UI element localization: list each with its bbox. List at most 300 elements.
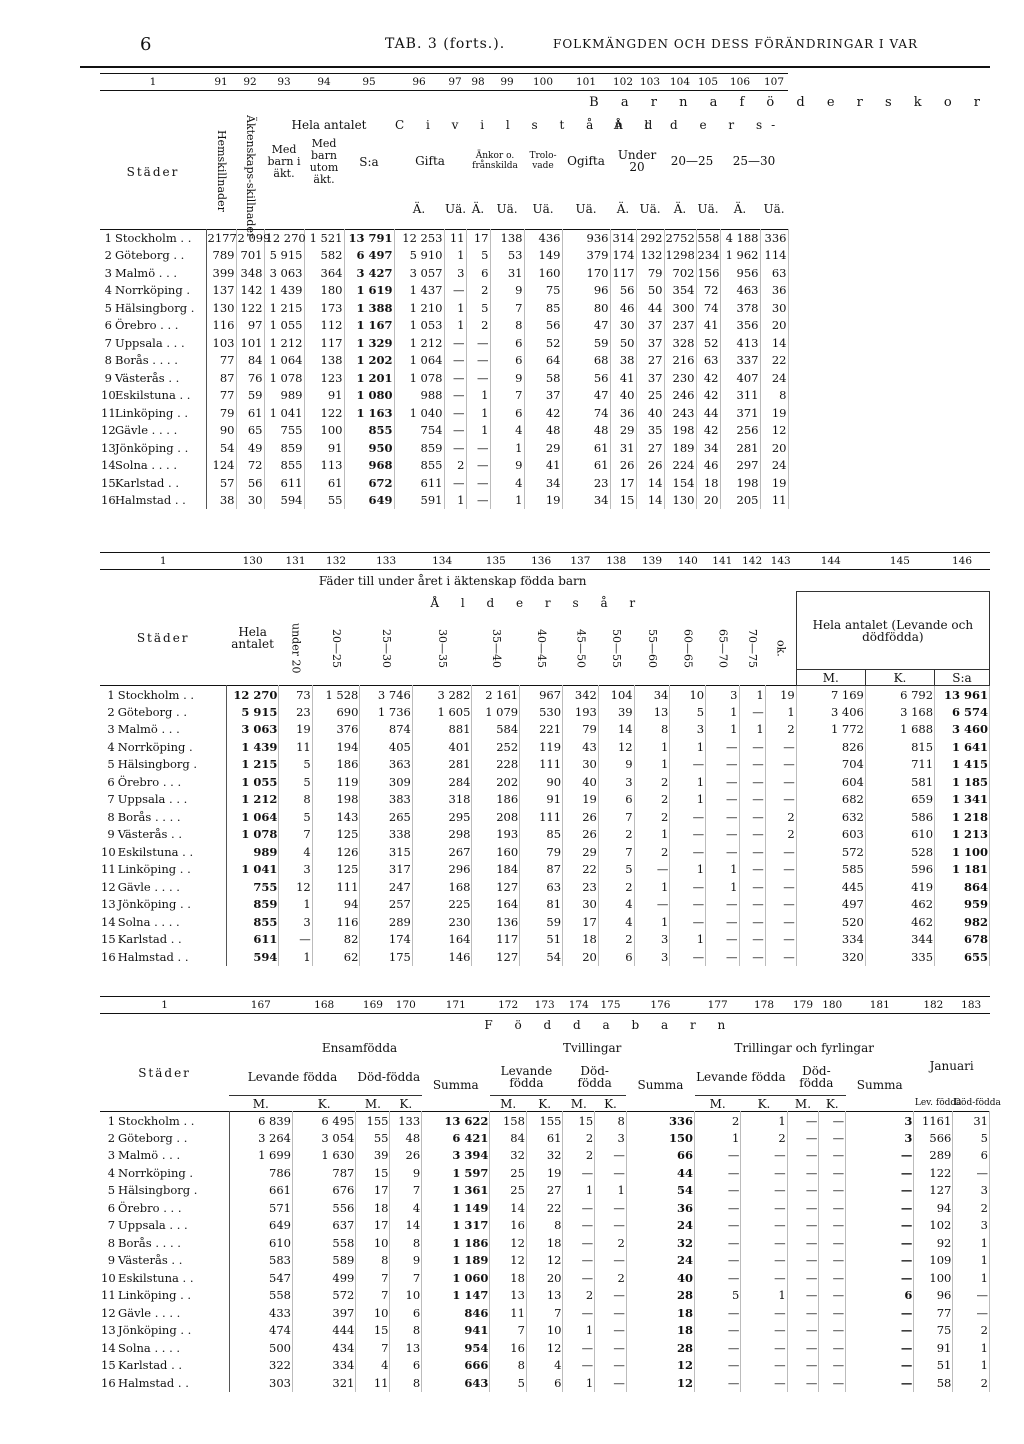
table-cell: 79 xyxy=(563,721,599,739)
table-row xyxy=(100,1147,990,1165)
table-cell: 318 xyxy=(412,791,472,809)
table-cell: 37 xyxy=(636,369,664,387)
mks-header: M. xyxy=(796,670,865,686)
column-number: 172 xyxy=(490,997,527,1014)
table-cell: 49 xyxy=(236,439,264,457)
table-cell: 1 439 xyxy=(264,282,304,300)
row-number: 6 xyxy=(104,318,112,333)
table-row xyxy=(100,387,990,405)
table-cell: 28 xyxy=(626,1287,694,1305)
page-number: 6 xyxy=(140,34,152,55)
table-cell: 1 439 xyxy=(226,738,278,756)
table-cell: 43 xyxy=(563,738,599,756)
table-cell: 14 xyxy=(636,474,664,492)
table-cell: 1298 xyxy=(665,248,695,263)
table-cell: 9 xyxy=(598,756,634,774)
table-cell: 234 xyxy=(697,248,720,263)
header-januari: Januari xyxy=(929,1058,974,1073)
table-cell: 186 xyxy=(312,756,360,774)
table-cell: 111 xyxy=(312,878,360,896)
section1-column-numbers xyxy=(100,74,990,91)
table-cell: — xyxy=(739,878,765,896)
table-cell: 7 169 xyxy=(796,686,865,704)
column-number: 91 xyxy=(206,74,236,91)
table-cell: 13 xyxy=(390,1339,422,1357)
table-cell: 53 xyxy=(490,247,524,265)
table-cell: 24 xyxy=(760,457,788,475)
table-cell: 13 xyxy=(490,1287,527,1305)
table-cell: — xyxy=(819,1269,846,1287)
column-number: 103 xyxy=(636,74,664,91)
header-summa-2: Summa xyxy=(637,1078,684,1093)
table-cell: 462 xyxy=(865,913,934,931)
table-cell: 303 xyxy=(229,1374,292,1392)
table-cell: 130 xyxy=(206,299,236,317)
table-cell: 73 xyxy=(279,686,312,704)
table-cell: 8 xyxy=(526,1217,563,1235)
table-cell: 583 xyxy=(229,1252,292,1270)
table-cell: 344 xyxy=(865,931,934,949)
mk-header: K. xyxy=(595,1096,627,1112)
table-cell: 198 xyxy=(312,791,360,809)
header-januari-levande: Lev. födda xyxy=(914,1098,962,1109)
table-cell: 8 xyxy=(279,791,312,809)
table-cell: — xyxy=(765,738,796,756)
table-cell: — xyxy=(739,843,765,861)
section2-column-numbers xyxy=(100,553,990,570)
table-cell: 100 xyxy=(914,1269,953,1287)
table-cell: 40 xyxy=(563,773,599,791)
table-row xyxy=(100,334,990,352)
table-cell: 5 915 xyxy=(264,247,304,265)
table-cell: — xyxy=(846,1182,914,1200)
table-cell: 127 xyxy=(472,948,520,966)
table-cell: 77 xyxy=(206,387,236,405)
table-cell: — xyxy=(846,1199,914,1217)
city-name: Karlstad . . xyxy=(117,931,227,949)
table-cell: 5 915 xyxy=(226,703,278,721)
table-cell: — xyxy=(466,474,490,492)
age-label: 50—55 xyxy=(610,628,624,668)
table-cell: 1 167 xyxy=(344,317,394,335)
table-cell: 988 xyxy=(394,387,444,405)
table-cell: 1 078 xyxy=(226,826,278,844)
column-number: 101 xyxy=(562,74,610,91)
table-cell: 950 xyxy=(344,439,394,457)
table-cell: 1 xyxy=(739,721,765,739)
table-cell: 3 xyxy=(953,1217,990,1235)
table-cell: 32 xyxy=(526,1147,563,1165)
city-name: Örebro . . . xyxy=(117,773,227,791)
table-cell: 328 xyxy=(664,334,696,352)
table-cell: 198 xyxy=(664,422,696,440)
section-barnaföderskor xyxy=(100,73,990,509)
table-cell: 1 xyxy=(563,1182,595,1200)
table-row xyxy=(100,1199,990,1217)
table-cell: 1 xyxy=(466,404,490,422)
table-cell: 2 xyxy=(563,1129,595,1147)
table-cell: 3 460 xyxy=(935,721,990,739)
table-cell: 1 212 xyxy=(264,334,304,352)
row-number: 1 xyxy=(100,229,114,247)
table-cell: 1 630 xyxy=(293,1147,356,1165)
table-cell: — xyxy=(819,1129,846,1147)
table-cell: 125 xyxy=(312,861,360,879)
table-cell: — xyxy=(787,1234,819,1252)
table-cell: 126 xyxy=(312,843,360,861)
column-number: 175 xyxy=(595,997,627,1014)
table-cell: 336 xyxy=(626,1112,694,1130)
table-cell: 1 688 xyxy=(865,721,934,739)
table-cell: 90 xyxy=(206,422,236,440)
table-cell: 589 xyxy=(293,1252,356,1270)
table-cell: — xyxy=(595,1304,627,1322)
table-cell: 34 xyxy=(696,439,720,457)
city-name: Solna . . . . xyxy=(117,913,227,931)
table-cell: 1 xyxy=(634,826,670,844)
column-number: 104 xyxy=(664,74,696,91)
table-cell: 119 xyxy=(312,773,360,791)
table-cell: 125 xyxy=(312,826,360,844)
table-cell: — xyxy=(595,1322,627,1340)
table-cell: 4 xyxy=(356,1357,390,1375)
mks-header: S:a xyxy=(935,670,990,686)
table-cell: 42 xyxy=(524,404,562,422)
table-cell: 855 xyxy=(394,457,444,475)
table-cell: 1 186 xyxy=(422,1234,490,1252)
table-cell: — xyxy=(695,1164,741,1182)
table-cell: 174 xyxy=(610,247,636,265)
city-name: Västerås . . xyxy=(114,369,206,387)
table-cell: 91 xyxy=(914,1339,953,1357)
column-number: 173 xyxy=(526,997,563,1014)
column-number: 137 xyxy=(563,553,599,570)
row-number: 9 xyxy=(107,1253,116,1268)
table-cell: 8 xyxy=(595,1112,627,1130)
table-cell: — xyxy=(670,808,706,826)
table-cell: 146 xyxy=(412,948,472,966)
table-cell: 982 xyxy=(935,913,990,931)
table-cell: 47 xyxy=(562,317,610,335)
table-cell: 572 xyxy=(293,1287,356,1305)
table-cell: 80 xyxy=(562,299,610,317)
table-cell: 499 xyxy=(293,1269,356,1287)
table-cell: 292 xyxy=(636,229,664,247)
table-cell: 786 xyxy=(229,1164,292,1182)
column-number: 145 xyxy=(865,553,934,570)
table-cell: 530 xyxy=(520,703,563,721)
table-cell: — xyxy=(741,1182,787,1200)
table-cell: 859 xyxy=(394,439,444,457)
mk-header: M. xyxy=(695,1096,741,1112)
table-cell: 474 xyxy=(229,1322,292,1340)
table-cell: 596 xyxy=(865,861,934,879)
table-cell: 5 xyxy=(466,247,490,265)
table-cell: 3 264 xyxy=(229,1129,292,1147)
table-cell: 64 xyxy=(524,352,562,370)
table-cell: 84 xyxy=(236,352,264,370)
table-cell: 1 xyxy=(670,931,706,949)
table-cell: 8 xyxy=(356,1252,390,1270)
section3-rows xyxy=(100,1112,990,1392)
table-cell: — xyxy=(706,756,739,774)
table-cell: 79 xyxy=(636,264,664,282)
table-cell: 32 xyxy=(626,1234,694,1252)
table-cell: 1 xyxy=(466,387,490,405)
column-number: 138 xyxy=(598,553,634,570)
table-cell: — xyxy=(563,1217,595,1235)
table-cell: — xyxy=(706,931,739,949)
column-number: 169 xyxy=(356,997,390,1014)
table-cell: — xyxy=(846,1164,914,1182)
city-name: Gävle . . . . xyxy=(114,422,206,440)
table-cell: — xyxy=(765,861,796,879)
table-cell: 173 xyxy=(304,299,344,317)
table-cell: 3 xyxy=(670,721,706,739)
table-cell: 136 xyxy=(472,913,520,931)
table-row xyxy=(100,791,990,809)
table-cell: 9 xyxy=(390,1164,422,1182)
table-cell: 1 xyxy=(444,299,466,317)
table-cell: 7 xyxy=(526,1304,563,1322)
table-cell: 5 xyxy=(598,861,634,879)
table-cell: 7 xyxy=(490,1322,527,1340)
table-cell: 1 212 xyxy=(226,791,278,809)
table-row xyxy=(100,1357,990,1375)
table-row xyxy=(100,457,990,475)
table-cell: 1 147 xyxy=(422,1287,490,1305)
table-cell: — xyxy=(765,756,796,774)
table-cell: 77 xyxy=(914,1304,953,1322)
table-cell: — xyxy=(279,931,312,949)
table-cell: 558 xyxy=(229,1287,292,1305)
header-sa: S:a xyxy=(359,154,379,169)
table-cell: 20 xyxy=(760,317,788,335)
table-cell: 295 xyxy=(412,808,472,826)
table-cell: 6 xyxy=(846,1287,914,1305)
table-cell: 2752 xyxy=(665,231,695,245)
table-cell: 18 xyxy=(626,1304,694,1322)
table-cell: 24 xyxy=(760,369,788,387)
table-cell: 11 xyxy=(279,738,312,756)
table-cell: 97 xyxy=(236,317,264,335)
table-cell: 632 xyxy=(796,808,865,826)
table-cell: 967 xyxy=(520,686,563,704)
table-cell: 12 xyxy=(626,1357,694,1375)
table-cell: 160 xyxy=(524,264,562,282)
table-cell: 321 xyxy=(293,1374,356,1392)
table-cell: 23 xyxy=(562,474,610,492)
table-cell: — xyxy=(444,422,466,440)
age-header xyxy=(312,614,360,686)
table-cell: 1 521 xyxy=(304,229,344,247)
table-cell: 37 xyxy=(524,387,562,405)
table-cell: 18 xyxy=(490,1269,527,1287)
table-cell: — xyxy=(739,861,765,879)
table-cell: — xyxy=(953,1164,990,1182)
table-cell: — xyxy=(706,738,739,756)
table-row xyxy=(100,756,990,774)
section1-stub: Städer xyxy=(126,164,180,179)
table-cell: 15 xyxy=(563,1112,595,1130)
table-cell: 317 xyxy=(360,861,412,879)
table-cell: 39 xyxy=(356,1147,390,1165)
header-tvillingar: Tvillingar xyxy=(562,1040,622,1055)
table-cell: 228 xyxy=(472,756,520,774)
table-cell: 30 xyxy=(236,492,264,510)
table-cell: 59 xyxy=(520,913,563,931)
table-cell: 661 xyxy=(229,1182,292,1200)
table-cell: — xyxy=(846,1217,914,1235)
table-cell: 14 xyxy=(598,721,634,739)
table-cell: 755 xyxy=(264,422,304,440)
table-cell: 1 xyxy=(670,738,706,756)
table-cell: 337 xyxy=(720,352,760,370)
table-cell: 58 xyxy=(524,369,562,387)
table-cell: 8 xyxy=(390,1234,422,1252)
table-cell: 399 xyxy=(206,264,236,282)
table-cell: 36 xyxy=(760,282,788,300)
table-cell: 31 xyxy=(490,264,524,282)
table-cell: 419 xyxy=(865,878,934,896)
column-number: 106 xyxy=(720,74,760,91)
header-hela-antalet-levande: Hela antalet (Levande och dödfödda) xyxy=(796,592,989,670)
table-cell: 1 xyxy=(953,1357,990,1375)
row-number: 9 xyxy=(104,370,112,385)
table-cell: — xyxy=(819,1182,846,1200)
table-cell: 754 xyxy=(394,422,444,440)
section3-header xyxy=(100,1014,1001,1112)
table-cell: 659 xyxy=(865,791,934,809)
table-cell: 16 xyxy=(490,1217,527,1235)
age-label: 60—65 xyxy=(681,628,695,668)
table-cell: 1 080 xyxy=(344,387,394,405)
row-number: 4 xyxy=(107,739,115,754)
table-cell: 348 xyxy=(236,264,264,282)
table-cell: — xyxy=(787,1217,819,1235)
table-cell: 379 xyxy=(562,247,610,265)
table-cell: — xyxy=(787,1287,819,1305)
table-cell: 205 xyxy=(720,492,760,510)
table-cell: — xyxy=(466,492,490,510)
table-cell: 1 212 xyxy=(394,334,444,352)
age-label: 70—75 xyxy=(746,628,760,668)
table-cell: 9 xyxy=(390,1252,422,1270)
row-number: 9 xyxy=(107,827,115,842)
table-cell: 1 060 xyxy=(422,1269,490,1287)
table-cell: — xyxy=(741,1164,787,1182)
table-cell: — xyxy=(819,1374,846,1392)
table-cell: 1 388 xyxy=(344,299,394,317)
table-cell: — xyxy=(695,1199,741,1217)
table-cell: 1 xyxy=(695,1129,741,1147)
table-cell: — xyxy=(819,1217,846,1235)
table-cell: 3 406 xyxy=(796,703,865,721)
row-number: 7 xyxy=(107,1218,116,1233)
table-cell: 41 xyxy=(610,369,636,387)
table-cell: 10 xyxy=(526,1322,563,1340)
header-aktenskapsskillnader: Äktenskaps-skillnader xyxy=(244,114,257,238)
table-cell: — xyxy=(670,826,706,844)
table-cell: 44 xyxy=(696,404,720,422)
table-cell: 104 xyxy=(598,686,634,704)
table-cell: — xyxy=(634,861,670,879)
table-cell: 5 xyxy=(953,1129,990,1147)
table-cell: — xyxy=(595,1287,627,1305)
table-cell: 6 xyxy=(390,1304,422,1322)
column-number: 144 xyxy=(796,553,865,570)
table-cell: 10 xyxy=(670,686,706,704)
table-cell: 29 xyxy=(610,422,636,440)
table-cell: 17 xyxy=(610,474,636,492)
table-cell: 2 161 xyxy=(472,686,520,704)
table-cell: 2 xyxy=(466,317,490,335)
table-cell: 547 xyxy=(229,1269,292,1287)
table-cell: — xyxy=(706,896,739,914)
table-cell: 155 xyxy=(356,1112,390,1130)
table-cell: 85 xyxy=(524,299,562,317)
row-number: 15 xyxy=(101,1358,116,1373)
table-cell: 356 xyxy=(720,317,760,335)
table-cell: 4 xyxy=(526,1357,563,1375)
table-cell: 123 xyxy=(304,369,344,387)
city-name: Linköping . . xyxy=(117,861,227,879)
table-cell: 298 xyxy=(412,826,472,844)
table-cell: — xyxy=(819,1147,846,1165)
table-cell: 180 xyxy=(304,282,344,300)
table-cell: — xyxy=(695,1304,741,1322)
table-cell: — xyxy=(741,1234,787,1252)
table-row xyxy=(100,317,990,335)
city-name: Linköping . . xyxy=(114,404,206,422)
mk-header: K. xyxy=(526,1096,563,1112)
age-label: 25—30 xyxy=(380,628,394,668)
table-cell: 40 xyxy=(626,1269,694,1287)
header-ogifta: Ogifta xyxy=(567,153,605,168)
table-cell: 6 xyxy=(526,1374,563,1392)
table-cell: — xyxy=(444,369,466,387)
table-cell: 230 xyxy=(664,369,696,387)
table-cell: — xyxy=(953,1304,990,1322)
table-cell: 1 xyxy=(741,1112,787,1130)
table-cell: 48 xyxy=(390,1129,422,1147)
table-cell: 6 xyxy=(390,1357,422,1375)
table-cell: 102 xyxy=(914,1217,953,1235)
table-cell: 55 xyxy=(356,1129,390,1147)
table-cell: — xyxy=(595,1217,627,1235)
city-name: Linköping . . xyxy=(117,1287,229,1305)
table-cell: 12 xyxy=(526,1252,563,1270)
table-cell: 63 xyxy=(760,264,788,282)
table-cell: — xyxy=(670,843,706,861)
header-med-barn-utom: Med barn utom äkt. xyxy=(309,136,339,186)
table-cell: 7 xyxy=(598,808,634,826)
table-cell: 407 xyxy=(720,369,760,387)
table-cell: — xyxy=(739,703,765,721)
city-name: Göteborg . . xyxy=(117,703,227,721)
table-cell: 155 xyxy=(526,1112,563,1130)
table-cell: 74 xyxy=(562,404,610,422)
table-cell: 2 xyxy=(695,1112,741,1130)
table-cell: 85 xyxy=(520,826,563,844)
table-cell: 4 xyxy=(390,1199,422,1217)
column-number: 130 xyxy=(226,553,278,570)
table-cell: 12 xyxy=(760,422,788,440)
table-cell: 334 xyxy=(796,931,865,949)
table-cell: — xyxy=(444,404,466,422)
table-cell: — xyxy=(787,1252,819,1270)
table-row xyxy=(100,1339,990,1357)
